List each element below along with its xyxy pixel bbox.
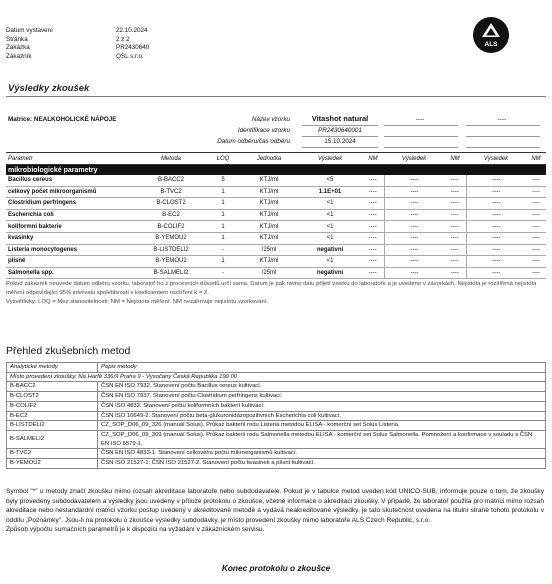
category-label: mikrobiologické parametry bbox=[6, 165, 546, 176]
footer-notes bbox=[6, 487, 544, 535]
parameter-name: Listeria monocytogenes bbox=[6, 244, 136, 256]
method-row bbox=[7, 382, 546, 392]
result-value: <1 bbox=[298, 221, 362, 233]
empty-nm: ---- bbox=[444, 198, 466, 210]
unit: KTJ/ml bbox=[240, 186, 298, 198]
divider bbox=[302, 136, 378, 137]
divider bbox=[466, 125, 540, 126]
parameter-name: Escherichia coli bbox=[6, 209, 136, 221]
method-description: CZ_SOP_D06_09_309 (manuál Solus). Průkaz bakterií rodu Salmonella metodou ELISA - komerční set Solus Salmonella. Pomnožení a konfirmace v souladu s ČSN EN ISO 6579-1. bbox=[98, 430, 546, 448]
empty-result: ---- bbox=[466, 221, 526, 233]
empty-result: ---- bbox=[384, 198, 444, 210]
empty-nm: ---- bbox=[526, 175, 546, 186]
parameter-name: Bacillus cereus bbox=[6, 175, 136, 186]
result-value: <1 bbox=[298, 209, 362, 221]
empty-nm: ---- bbox=[444, 256, 466, 268]
parameter-name: koliformní bakterie bbox=[6, 221, 136, 233]
unit: KTJ/ml bbox=[240, 198, 298, 210]
empty-result: ---- bbox=[384, 209, 444, 221]
method-description: CZ_SOP_D06_09_326 (manuál Solus). Průkaz bakterií rodu Listeria metodou ELISA - komerční set Solus Listeria. bbox=[98, 421, 546, 431]
header-label: Datum vystavení bbox=[6, 27, 53, 34]
notes bbox=[6, 280, 546, 307]
empty-nm: ---- bbox=[444, 232, 466, 244]
divider bbox=[384, 136, 458, 137]
sample-date-value: 15.10.2024 bbox=[324, 138, 356, 145]
method-description: ČSN ISO 4832. Stanovení počtu koliformních bakterií kultivací. bbox=[98, 401, 546, 411]
empty-nm: ---- bbox=[526, 186, 546, 198]
result-value: negativní bbox=[298, 244, 362, 256]
method-row bbox=[7, 449, 546, 459]
table-row bbox=[6, 256, 546, 268]
method-row bbox=[7, 392, 546, 402]
col-header: NM bbox=[526, 153, 546, 165]
method-code: B-LISTDELI2 bbox=[7, 421, 98, 431]
divider bbox=[302, 147, 378, 148]
header-value: 22.10.2024 bbox=[116, 27, 148, 34]
report-header bbox=[6, 27, 149, 61]
empty-result: ---- bbox=[466, 267, 526, 279]
col-header: Jednotka bbox=[240, 153, 298, 165]
empty-nm: ---- bbox=[526, 198, 546, 210]
methods-table bbox=[6, 362, 546, 469]
nm-value: ---- bbox=[362, 256, 384, 268]
method-code: B-YEMOU2 bbox=[7, 459, 98, 469]
empty-result: ---- bbox=[466, 232, 526, 244]
footer-text: Způsob výpočtu sumačních parametrů je k dispozici na vyžádání v zákaznickém servisu. bbox=[6, 526, 265, 533]
header-label: Zakázka bbox=[6, 44, 30, 52]
nm-value: ---- bbox=[362, 209, 384, 221]
empty-nm: ---- bbox=[444, 186, 466, 198]
empty-result: ---- bbox=[384, 256, 444, 268]
divider bbox=[384, 147, 458, 148]
result-value: <5 bbox=[298, 175, 362, 186]
method-code: B-SALMELI2 bbox=[136, 267, 206, 279]
empty-result: ---- bbox=[384, 186, 444, 198]
empty-result: ---- bbox=[466, 209, 526, 221]
table-row bbox=[6, 232, 546, 244]
loq-value: 5 bbox=[206, 175, 240, 186]
col-header: NM bbox=[444, 153, 466, 165]
empty-nm: ---- bbox=[444, 209, 466, 221]
loq-value: 1 bbox=[206, 256, 240, 268]
sample-date-label: Datum odběru/čas odběru bbox=[217, 138, 290, 145]
methods-location-row bbox=[7, 372, 546, 382]
divider bbox=[6, 96, 546, 97]
method-code: B-EC2 bbox=[136, 209, 206, 221]
method-code: B-LISTDELI2 bbox=[136, 244, 206, 256]
loq-value: - bbox=[206, 244, 240, 256]
header-label: Zákazník bbox=[6, 52, 32, 60]
nm-value: ---- bbox=[362, 221, 384, 233]
als-logo bbox=[473, 17, 509, 53]
header-row bbox=[6, 27, 149, 36]
method-row bbox=[7, 401, 546, 411]
header-label: Stránka bbox=[6, 35, 28, 43]
table-row bbox=[6, 175, 546, 186]
method-code: B-YEMOU2 bbox=[136, 256, 206, 268]
col-header: Analytické metody bbox=[7, 363, 98, 373]
method-description: ČSN EN ISO 7937. Stanovení počtu Clostridium perfringens kultivací. bbox=[98, 392, 546, 402]
header-row bbox=[6, 36, 149, 45]
empty-nm: ---- bbox=[444, 175, 466, 186]
method-description: ČSN ISO 16649-2. Stanovení počtu beta-glukuronidázopozitivních Escherichia coli kultivací. bbox=[98, 411, 546, 421]
loq-value: 1 bbox=[206, 232, 240, 244]
method-code: B-SALMELI2 bbox=[7, 430, 98, 448]
empty-nm: ---- bbox=[526, 267, 546, 279]
empty-nm: ---- bbox=[526, 256, 546, 268]
empty-result: ---- bbox=[384, 175, 444, 186]
empty-result: ---- bbox=[384, 232, 444, 244]
method-code: B-BACC2 bbox=[136, 175, 206, 186]
unit: /25ml bbox=[240, 267, 298, 279]
empty-nm: ---- bbox=[526, 244, 546, 256]
empty-nm: ---- bbox=[526, 221, 546, 233]
result-value: <1 bbox=[298, 232, 362, 244]
method-code: B-YEMOU2 bbox=[136, 232, 206, 244]
table-row bbox=[6, 198, 546, 210]
method-code: B-CLOST2 bbox=[7, 392, 98, 402]
loq-value: - bbox=[206, 267, 240, 279]
result-value: negativní bbox=[298, 267, 362, 279]
method-code: B-COLIF2 bbox=[7, 401, 98, 411]
col-header: Výsledek bbox=[466, 153, 526, 165]
note-text: Vysvětlivky: LOQ = Mez stanovitelnosti; NM = Nejistota měření. NM nezahrnuje nejistotu vzorkování. bbox=[6, 299, 269, 305]
method-code: B-CLOST2 bbox=[136, 198, 206, 210]
empty-nm: ---- bbox=[526, 209, 546, 221]
end-of-report: Konec protokolu o zkoušce bbox=[221, 563, 331, 573]
parameter-name: plísně bbox=[6, 256, 136, 268]
table-row bbox=[6, 186, 546, 198]
parameter-name: Salmonella spp. bbox=[6, 267, 136, 279]
loq-value: 1 bbox=[206, 221, 240, 233]
empty-result: ---- bbox=[466, 198, 526, 210]
nm-value: ---- bbox=[362, 244, 384, 256]
unit: KTJ/ml bbox=[240, 256, 298, 268]
result-value: 1.1E+01 bbox=[298, 186, 362, 198]
nm-value: ---- bbox=[362, 198, 384, 210]
empty-result: ---- bbox=[466, 244, 526, 256]
table-row bbox=[6, 221, 546, 233]
unit: KTJ/ml bbox=[240, 232, 298, 244]
methods-title: Přehled zkušebních metod bbox=[6, 345, 131, 357]
parameter-name: celkový počet mikroorganismů bbox=[6, 186, 136, 198]
methods-header-row bbox=[7, 363, 546, 373]
parameter-name: Clostridium perfringens bbox=[6, 198, 136, 210]
note-text: Pokud zákazník neuvede datum odběru vzorku, laboratoř ho z procesních důvodů určí sama. Datum je pak rovno datu přijetí vzorku do laboratoře a je uvedeno v závorkách. Nejistota je rozšířená nejistota měření odpovídající 95% intervalu spolehlivosti s koeficientem rozšíření k = 2. bbox=[6, 281, 537, 296]
sample-empty: ---- bbox=[415, 116, 425, 123]
sample-name-value: Vitashot natural bbox=[311, 114, 369, 123]
empty-nm: ---- bbox=[444, 244, 466, 256]
unit: KTJ/ml bbox=[240, 221, 298, 233]
sample-empty: ---- bbox=[497, 116, 507, 123]
empty-result: ---- bbox=[384, 267, 444, 279]
header-row bbox=[6, 53, 149, 62]
method-code: B-COLIF2 bbox=[136, 221, 206, 233]
empty-nm: ---- bbox=[444, 221, 466, 233]
nm-value: ---- bbox=[362, 232, 384, 244]
result-value: <1 bbox=[298, 198, 362, 210]
loq-value: 1 bbox=[206, 198, 240, 210]
empty-result: ---- bbox=[466, 175, 526, 186]
empty-result: ---- bbox=[384, 221, 444, 233]
header-value: PR2430640 bbox=[116, 44, 150, 52]
col-header: NM bbox=[362, 153, 384, 165]
logo-text: ALS bbox=[484, 41, 498, 48]
method-code: B-EC2 bbox=[7, 411, 98, 421]
method-description: ČSN EN ISO 7932. Stanovení počtu Bacillus cereus kultivací. bbox=[98, 382, 546, 392]
header-value: QSL s.r.o. bbox=[116, 52, 144, 60]
nm-value: ---- bbox=[362, 186, 384, 198]
results-title: Výsledky zkoušek bbox=[8, 83, 90, 94]
col-header: Výsledek bbox=[384, 153, 444, 165]
parameter-name: kvasinky bbox=[6, 232, 136, 244]
table-row bbox=[6, 209, 546, 221]
footer-text: Symbol "*" u metody značí zkoušku mimo rozsah akreditace laboratoře nebo subdodavatele. Pokud je v tabulce metod uveden kód UNICO-SUB, informuje pouze o tom, že zkoušky byly provedeny subdodavatelem a výsledky jsou uvedeny v příloze protokolu o zkoušce, včetně informace o akreditaci zkoušky. V případě, že laboratoř použila pro matrici mimo rozsah akreditace nebo nestandardní matrici vzorku postup uvedený v akreditované metodě a vydává neakreditované výsledky, je tato skutečnost uvedena na titulní straně tohoto protokolu v oddílu „Poznámky". Jsou-li na protokolu o zkoušce výsledky subdodávky, je místo provedení zkoušky mimo laboratoře ALS Czech Republic, s.r.o. bbox=[6, 488, 544, 524]
category-row bbox=[6, 165, 546, 176]
divider bbox=[466, 136, 540, 137]
method-row bbox=[7, 459, 546, 469]
header-row bbox=[6, 44, 149, 53]
table-row bbox=[6, 267, 546, 279]
divider bbox=[384, 125, 458, 126]
matrix-label: Matrice: NEALKOHOLICKÉ NÁPOJE bbox=[8, 116, 117, 123]
sample-id-label: Identifikace vzorku bbox=[237, 127, 290, 134]
method-code: B-TVC2 bbox=[7, 449, 98, 459]
sample-name-label: Název vzorku bbox=[251, 116, 290, 123]
col-header: Výsledek bbox=[298, 153, 362, 165]
sample-id-value: PR2430640001 bbox=[318, 127, 362, 134]
unit: KTJ/ml bbox=[240, 175, 298, 186]
method-description: ČSN EN ISO 4833-1. Stanovení celkového počtu mikroorganismů kultivací. bbox=[98, 449, 546, 459]
empty-result: ---- bbox=[466, 186, 526, 198]
col-header: Popis metody bbox=[98, 363, 546, 373]
nm-value: ---- bbox=[362, 267, 384, 279]
method-description: ČSN ISO 21527-1; ČSN ISO 21527-2. Stanovení počtu kvasinek a plísní kultivací. bbox=[98, 459, 546, 469]
result-value: <1 bbox=[298, 256, 362, 268]
col-header: Parametr bbox=[6, 153, 136, 165]
empty-result: ---- bbox=[384, 244, 444, 256]
divider bbox=[302, 125, 378, 126]
results-table bbox=[6, 152, 546, 279]
divider bbox=[466, 147, 540, 148]
method-row bbox=[7, 430, 546, 448]
empty-nm: ---- bbox=[526, 232, 546, 244]
test-location: Místo provedení zkoušky: Na Harfě 336/9 Praha 9 - Vysočany Česká Republika 190 00 bbox=[7, 372, 546, 382]
results-header-row bbox=[6, 153, 546, 165]
table-row bbox=[6, 244, 546, 256]
method-row bbox=[7, 411, 546, 421]
empty-nm: ---- bbox=[444, 267, 466, 279]
loq-value: 1 bbox=[206, 209, 240, 221]
col-header: LOQ bbox=[206, 153, 240, 165]
col-header: Metoda bbox=[136, 153, 206, 165]
method-code: B-TVC2 bbox=[136, 186, 206, 198]
method-code: B-BACC2 bbox=[7, 382, 98, 392]
unit: /25ml bbox=[240, 244, 298, 256]
nm-value: ---- bbox=[362, 175, 384, 186]
empty-result: ---- bbox=[466, 256, 526, 268]
unit: KTJ/ml bbox=[240, 209, 298, 221]
method-row bbox=[7, 421, 546, 431]
header-value: 2 z 2 bbox=[116, 35, 130, 43]
loq-value: 1 bbox=[206, 186, 240, 198]
